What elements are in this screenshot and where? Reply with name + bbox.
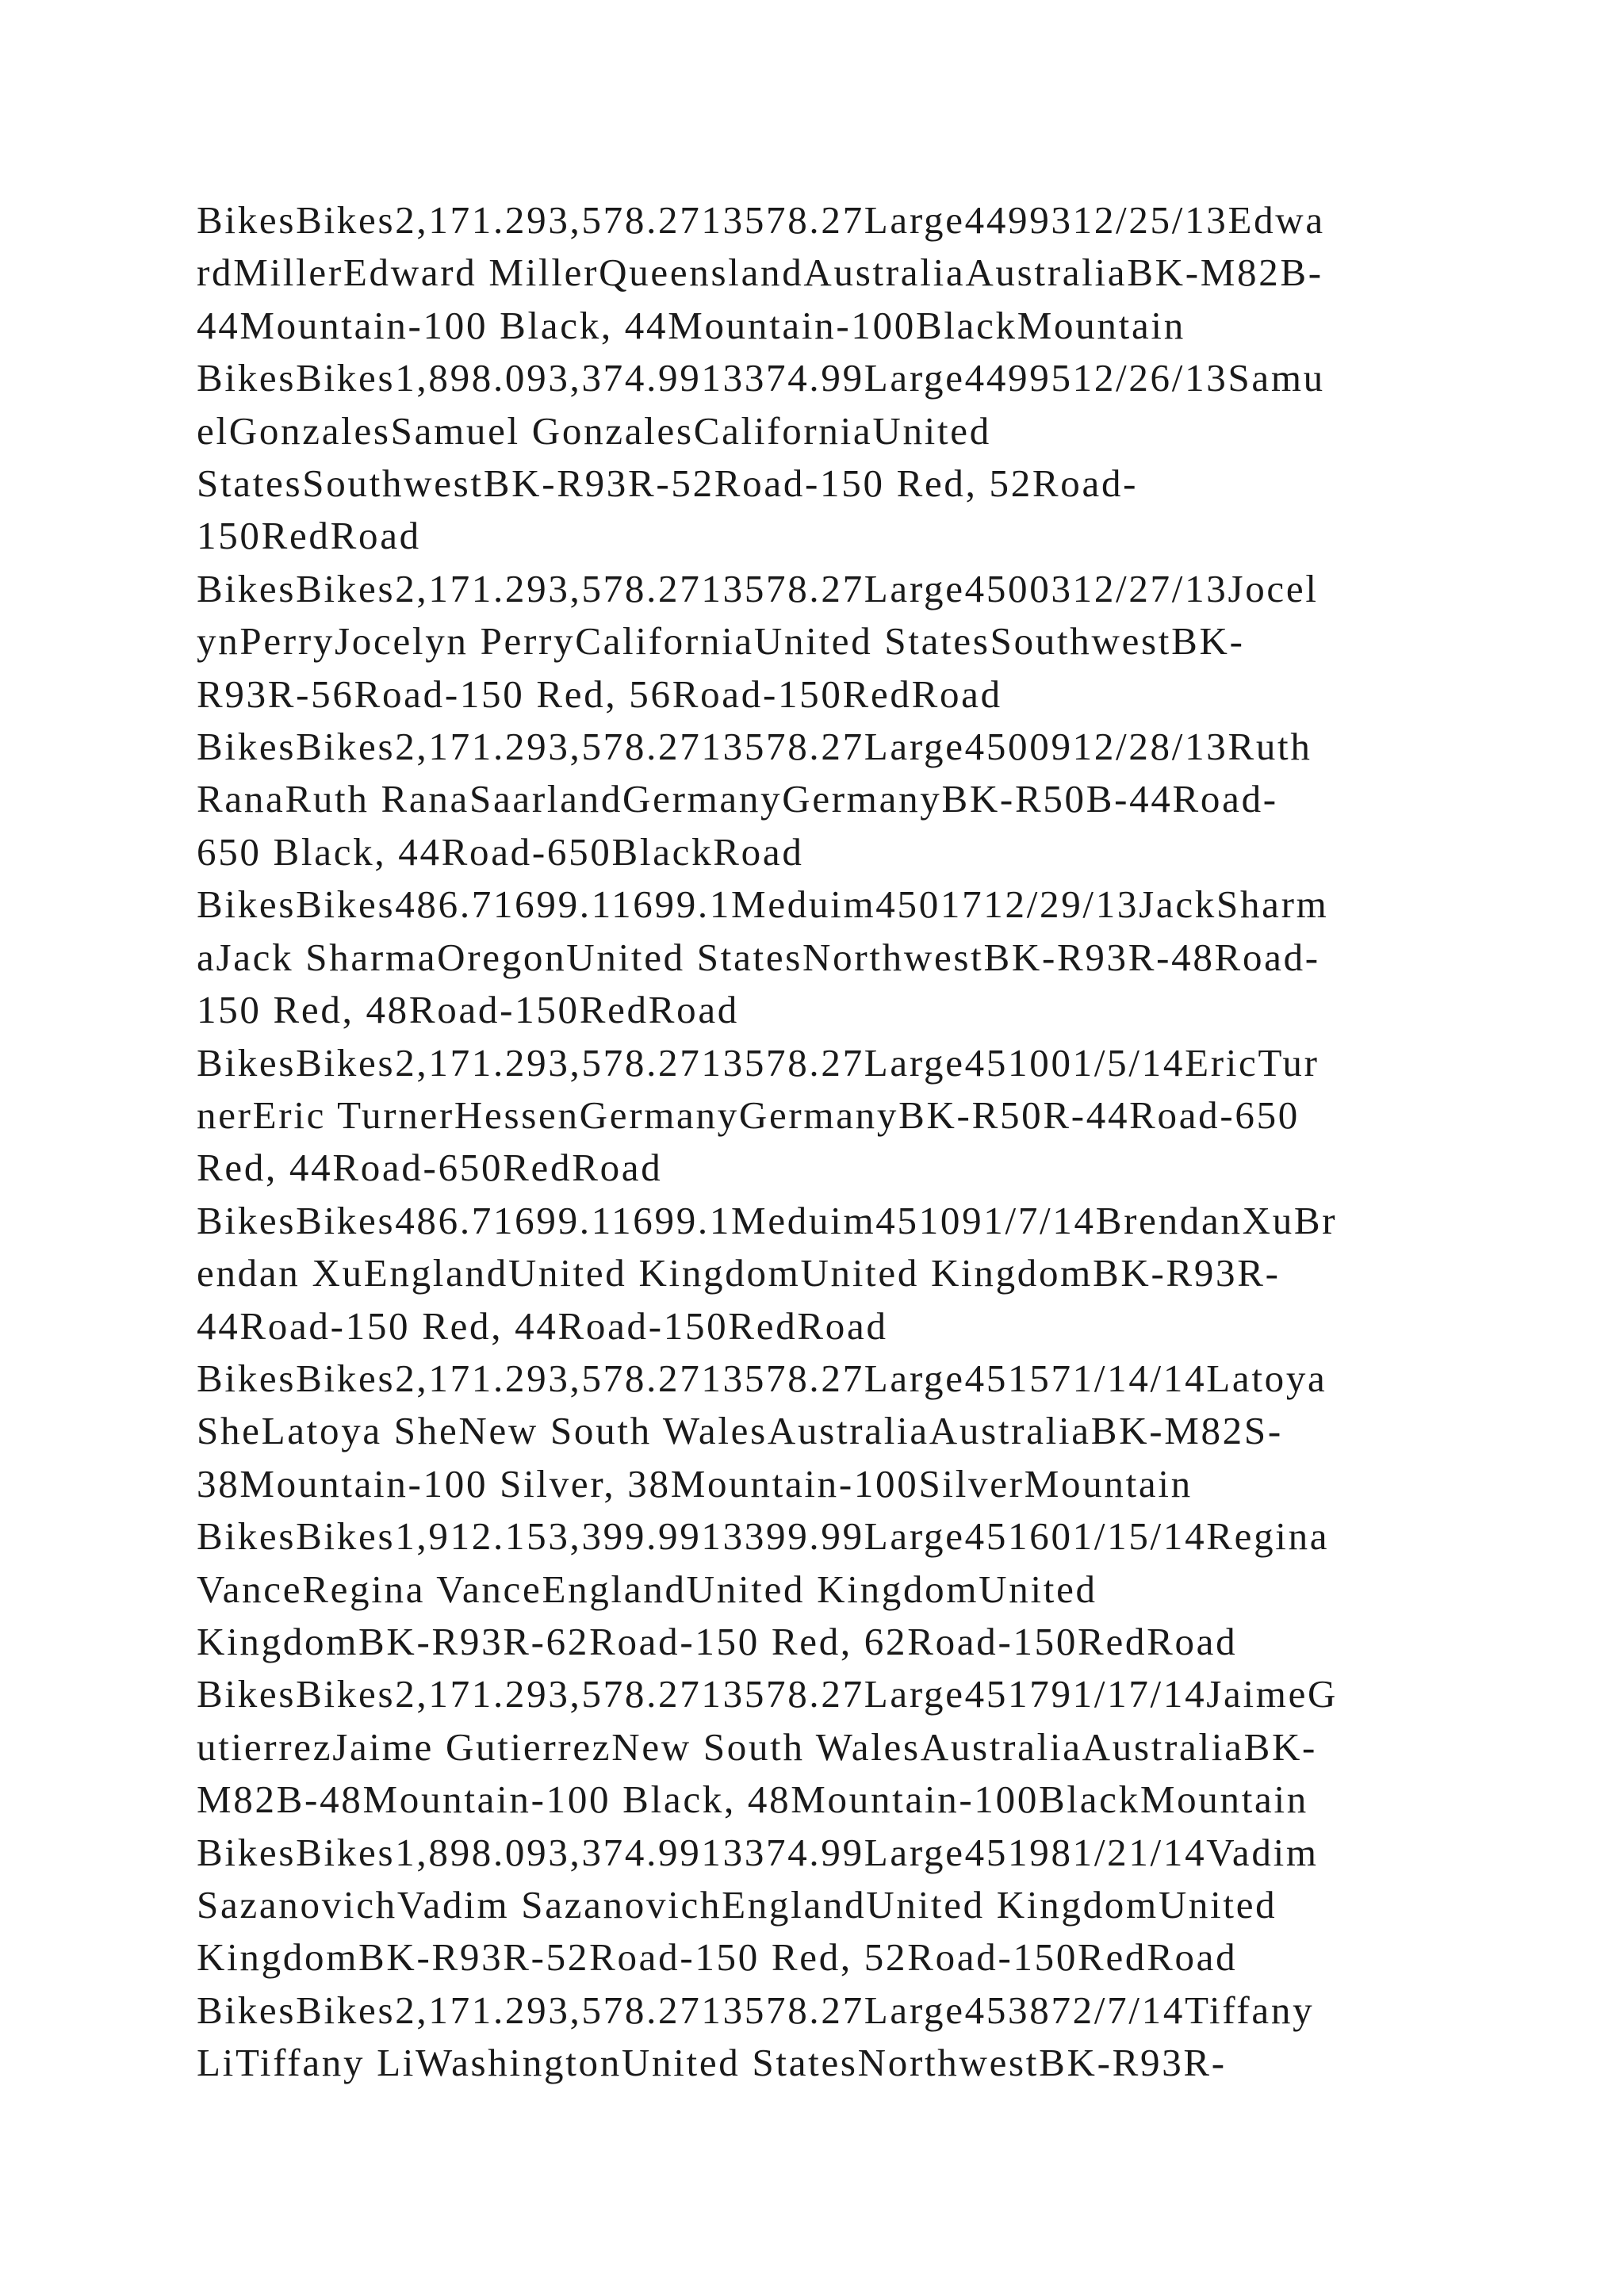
text-line: BikesBikes2,171.293,578.2713578.27Large4499312/25/13Edwa: [197, 198, 1325, 242]
text-line: BikesBikes486.71699.11699.1Meduim451091/7/14BrendanXuBr: [197, 1198, 1338, 1242]
text-line: 650 Black, 44Road-650BlackRoad: [197, 829, 804, 874]
text-line: Red, 44Road-650RedRoad: [197, 1146, 663, 1190]
text-line: BikesBikes486.71699.11699.1Meduim4501712/29/13JackSharm: [197, 882, 1329, 927]
text-line: RanaRuth RanaSaarlandGermanyGermanyBK-R50B-44Road-: [197, 777, 1278, 821]
text-line: endan XuEnglandUnited KingdomUnited KingdomBK-R93R-: [197, 1251, 1281, 1295]
text-line: SheLatoya SheNew South WalesAustraliaAustraliaBK-M82S-: [197, 1409, 1283, 1453]
text-line: BikesBikes2,171.293,578.2713578.27Large451001/5/14EricTur: [197, 1040, 1320, 1085]
text-line: 150 Red, 48Road-150RedRoad: [197, 988, 739, 1032]
text-line: nerEric TurnerHessenGermanyGermanyBK-R50R-44Road-650: [197, 1093, 1300, 1137]
text-line: VanceRegina VanceEnglandUnited KingdomUnited: [197, 1567, 1097, 1611]
text-line: BikesBikes2,171.293,578.2713578.27Large451791/17/14JaimeG: [197, 1672, 1339, 1716]
text-line: BikesBikes2,171.293,578.2713578.27Large451571/14/14Latoya: [197, 1356, 1327, 1400]
text-line: 38Mountain-100 Silver, 38Mountain-100SilverMountain: [197, 1461, 1193, 1506]
text-line: BikesBikes2,171.293,578.2713578.27Large4500912/28/13Ruth: [197, 725, 1312, 769]
text-line: BikesBikes1,898.093,374.9913374.99Large4499512/26/13Samu: [197, 356, 1325, 400]
text-line: BikesBikes1,912.153,399.9913399.99Large451601/15/14Regina: [197, 1514, 1330, 1559]
text-line: R93R-56Road-150 Red, 56Road-150RedRoad: [197, 672, 1002, 716]
text-line: aJack SharmaOregonUnited StatesNorthwestBK-R93R-48Road-: [197, 935, 1320, 979]
text-line: utierrezJaime GutierrezNew South WalesAustraliaAustraliaBK-: [197, 1724, 1318, 1769]
document-body: [197, 194, 1434, 2090]
text-line: rdMillerEdward MillerQueenslandAustraliaAustraliaBK-M82B-: [197, 251, 1323, 295]
text-line: ynPerryJocelyn PerryCaliforniaUnited StatesSouthwestBK-: [197, 619, 1245, 664]
text-line: BikesBikes1,898.093,374.9913374.99Large451981/21/14Vadim: [197, 1830, 1319, 1874]
text-line: LiTiffany LiWashingtonUnited StatesNorthwestBK-R93R-: [197, 2041, 1227, 2085]
text-line: elGonzalesSamuel GonzalesCaliforniaUnited: [197, 408, 991, 453]
text-line: 44Mountain-100 Black, 44Mountain-100BlackMountain: [197, 303, 1185, 347]
text-line: KingdomBK-R93R-62Road-150 Red, 62Road-150RedRoad: [197, 1619, 1238, 1663]
text-line: 150RedRoad: [197, 514, 421, 558]
text-line: 44Road-150 Red, 44Road-150RedRoad: [197, 1303, 888, 1348]
text-line: SazanovichVadim SazanovichEnglandUnited KingdomUnited: [197, 1883, 1277, 1927]
text-line: M82B-48Mountain-100 Black, 48Mountain-100BlackMountain: [197, 1777, 1308, 1822]
text-line: KingdomBK-R93R-52Road-150 Red, 52Road-150RedRoad: [197, 1935, 1238, 1980]
text-line: StatesSouthwestBK-R93R-52Road-150 Red, 52Road-: [197, 461, 1139, 506]
text-line: BikesBikes2,171.293,578.2713578.27Large453872/7/14Tiffany: [197, 1988, 1315, 2032]
text-line: BikesBikes2,171.293,578.2713578.27Large4500312/27/13Jocel: [197, 566, 1319, 610]
